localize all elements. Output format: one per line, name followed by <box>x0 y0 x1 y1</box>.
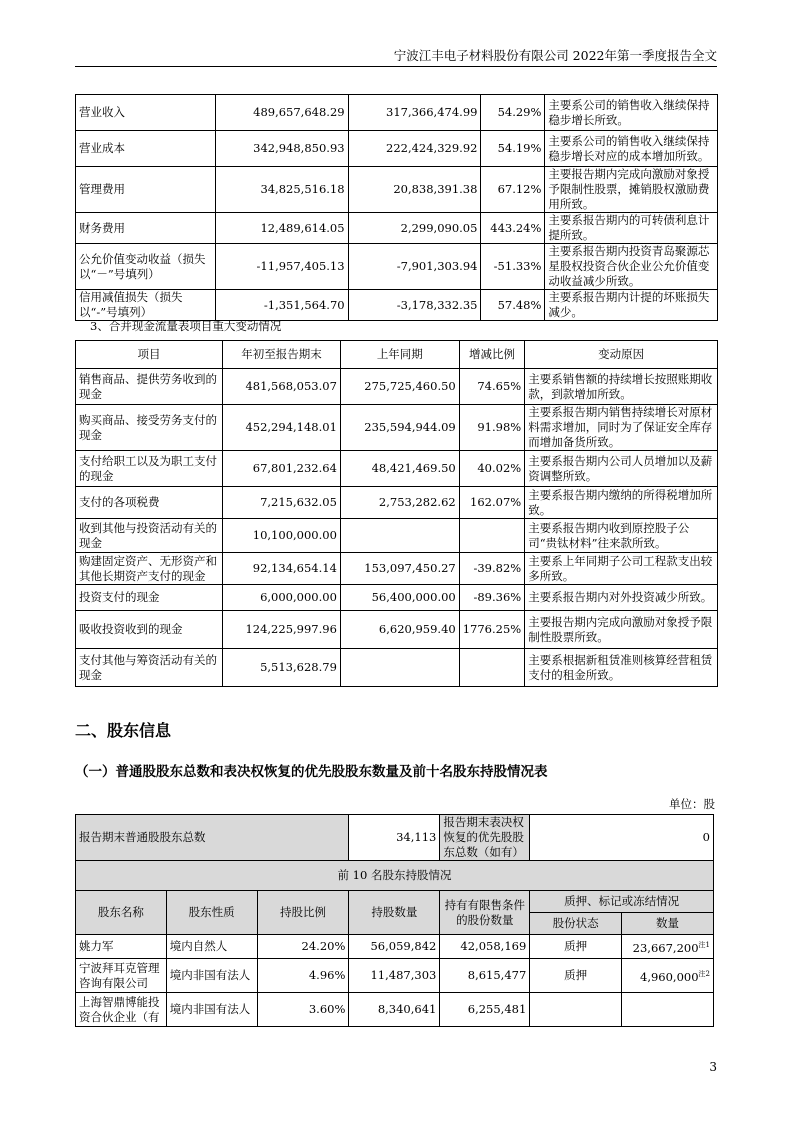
row-reason: 主要系上年同期子公司工程款支出较多所致。 <box>525 553 718 585</box>
table-row <box>76 611 718 649</box>
row-current: 7,215,632.05 <box>223 487 341 519</box>
table-row <box>76 519 718 553</box>
row-change: -39.82% <box>459 553 524 585</box>
row-current: 481,568,053.07 <box>223 369 341 405</box>
col-header-prior: 上年同期 <box>340 341 459 369</box>
holder-pledged-value: 23,667,200 <box>632 940 699 955</box>
row-change <box>459 649 524 687</box>
row-item: 销售商品、提供劳务收到的现金 <box>76 369 223 405</box>
shareholder-table <box>75 814 714 1027</box>
row-current: 489,657,648.29 <box>215 95 348 131</box>
row-item: 公允价值变动收益（损失以“－”号填列） <box>76 244 216 290</box>
row-reason: 主要报告期内完成向激励对象授予限制性股票所致。 <box>525 611 718 649</box>
col-header-reason: 变动原因 <box>525 341 718 369</box>
row-current: -11,957,405.13 <box>215 244 348 290</box>
row-current: 12,489,614.05 <box>215 213 348 244</box>
row-current: 34,825,516.18 <box>215 167 348 213</box>
row-reason: 主要系报告期内缴纳的所得税增加所致。 <box>525 487 718 519</box>
table-row <box>76 244 718 290</box>
holder-pledged <box>622 959 714 993</box>
row-item: 支付其他与筹资活动有关的现金 <box>76 649 223 687</box>
holder-pledge-status <box>530 993 622 1027</box>
row-current: 452,294,148.01 <box>223 405 341 451</box>
row-item: 吸收投资收到的现金 <box>76 611 223 649</box>
holder-count: 56,059,842 <box>349 935 440 959</box>
table-row <box>76 959 714 993</box>
row-prior <box>340 519 459 553</box>
row-item: 支付给职工以及为职工支付的现金 <box>76 451 223 487</box>
col-header-pledge-group: 质押、标记或冻结情况 <box>530 891 714 913</box>
unit-label: 单位：股 <box>669 797 715 811</box>
holder-name: 姚力军 <box>76 935 167 959</box>
section-title: 二、股东信息 <box>75 721 172 740</box>
table-row <box>76 451 718 487</box>
cashflow-change-table <box>75 340 718 687</box>
holder-pledged-value: 4,960,000 <box>640 969 699 984</box>
profit-change-table <box>75 94 718 321</box>
row-prior: 222,424,329.92 <box>348 131 481 167</box>
row-item: 收到其他与投资活动有关的现金 <box>76 519 223 553</box>
row-change: 40.02% <box>459 451 524 487</box>
holder-restricted: 8,615,477 <box>440 959 530 993</box>
total-holders-value: 34,113 <box>349 815 440 861</box>
row-prior: 6,620,959.40 <box>340 611 459 649</box>
holder-count: 11,487,303 <box>349 959 440 993</box>
row-change: 443.24% <box>481 213 545 244</box>
holder-note: 注1 <box>698 940 710 949</box>
row-prior: 56,400,000.00 <box>340 585 459 611</box>
total-holders-label: 报告期末普通股股东总数 <box>76 815 349 861</box>
holder-nature: 境内非国有法人 <box>166 959 257 993</box>
table-row <box>76 290 718 321</box>
row-item: 财务费用 <box>76 213 216 244</box>
row-reason: 主要系报告期内收到原控股子公司“贵钛材料”往来款所致。 <box>525 519 718 553</box>
col-header-change: 增减比例 <box>459 341 524 369</box>
header-rule <box>75 66 717 67</box>
row-item: 购买商品、接受劳务支付的现金 <box>76 405 223 451</box>
row-change: 1776.25% <box>459 611 524 649</box>
row-prior: 2,753,282.62 <box>340 487 459 519</box>
holder-pledged <box>622 993 714 1027</box>
row-item: 信用减值损失（损失以“-”号填列） <box>76 290 216 321</box>
holder-ratio: 3.60% <box>257 993 349 1027</box>
col-header-nature: 股东性质 <box>166 891 257 935</box>
table-row <box>76 553 718 585</box>
col-header-pledge-count: 数量 <box>622 913 714 935</box>
table-row <box>76 585 718 611</box>
col-header-restricted: 持有有限售条件的股份数量 <box>440 891 530 935</box>
row-reason: 主要系销售额的持续增长按照账期收款，到款增加所致。 <box>525 369 718 405</box>
table-row <box>76 95 718 131</box>
row-change: 162.07% <box>459 487 524 519</box>
row-change <box>459 519 524 553</box>
table-row <box>76 167 718 213</box>
row-current: 92,134,654.14 <box>223 553 341 585</box>
row-prior: 48,421,469.50 <box>340 451 459 487</box>
holder-name: 宁波拜耳克管理咨询有限公司 <box>76 959 167 993</box>
table-row <box>76 369 718 405</box>
row-item: 支付的各项税费 <box>76 487 223 519</box>
row-reason: 主要系公司的销售收入继续保持稳步增长对应的成本增加所致。 <box>545 131 718 167</box>
row-current: 342,948,850.93 <box>215 131 348 167</box>
row-current: 124,225,997.96 <box>223 611 341 649</box>
row-current: 67,801,232.64 <box>223 451 341 487</box>
cashflow-caption: 3、合并现金流量表项目重大变动情况 <box>90 319 282 333</box>
table-row <box>76 649 718 687</box>
row-change: 67.12% <box>481 167 545 213</box>
row-current: -1,351,564.70 <box>215 290 348 321</box>
row-prior: 275,725,460.50 <box>340 369 459 405</box>
row-item: 购建固定资产、无形资产和其他长期资产支付的现金 <box>76 553 223 585</box>
row-prior: 317,366,474.99 <box>348 95 481 131</box>
table-row <box>76 935 714 959</box>
table-row <box>76 993 714 1027</box>
section-subtitle: （一）普通股股东总数和表决权恢复的优先股股东数量及前十名股东持股情况表 <box>75 764 548 780</box>
row-reason: 主要系报告期内投资青岛聚源芯星股权投资合伙企业公允价值变动收益减少所致。 <box>545 244 718 290</box>
holder-pledge-status: 质押 <box>530 935 622 959</box>
row-current: 10,100,000.00 <box>223 519 341 553</box>
holder-pledged <box>622 935 714 959</box>
row-change: 54.19% <box>481 131 545 167</box>
pref-holders-label: 报告期末表决权恢复的优先股股东总数（如有） <box>440 815 530 861</box>
col-header-name: 股东名称 <box>76 891 167 935</box>
col-header-current: 年初至报告期末 <box>223 341 341 369</box>
top10-title: 前 10 名股东持股情况 <box>76 861 714 891</box>
row-item: 营业收入 <box>76 95 216 131</box>
table-row <box>76 405 718 451</box>
row-item: 营业成本 <box>76 131 216 167</box>
col-header-ratio: 持股比例 <box>257 891 349 935</box>
row-prior: 20,838,391.38 <box>348 167 481 213</box>
holder-count: 8,340,641 <box>349 993 440 1027</box>
table-row <box>76 487 718 519</box>
holder-nature: 境内非国有法人 <box>166 993 257 1027</box>
holder-name: 上海智鼎博能投资合伙企业（有 <box>76 993 167 1027</box>
row-reason: 主要系根据新租赁准则核算经营租赁支付的租金所致。 <box>525 649 718 687</box>
row-item: 投资支付的现金 <box>76 585 223 611</box>
table-row <box>76 213 718 244</box>
row-reason: 主要系报告期内计提的坏账损失减少。 <box>545 290 718 321</box>
row-prior: 153,097,450.27 <box>340 553 459 585</box>
row-reason: 主要报告期内完成向激励对象授予限制性股票，摊销股权激励费用所致。 <box>545 167 718 213</box>
page-header: 宁波江丰电子材料股份有限公司 2022年第一季度报告全文 <box>393 48 717 63</box>
holder-note: 注2 <box>698 969 710 978</box>
row-change: 74.65% <box>459 369 524 405</box>
row-change: 91.98% <box>459 405 524 451</box>
row-reason: 主要系公司的销售收入继续保持稳步增长所致。 <box>545 95 718 131</box>
holder-pledge-status: 质押 <box>530 959 622 993</box>
row-change: -51.33% <box>481 244 545 290</box>
row-prior: -7,901,303.94 <box>348 244 481 290</box>
row-prior: 2,299,090.05 <box>348 213 481 244</box>
table-row <box>76 131 718 167</box>
row-prior: 235,594,944.09 <box>340 405 459 451</box>
col-header-count: 持股数量 <box>349 891 440 935</box>
holder-restricted: 6,255,481 <box>440 993 530 1027</box>
holder-ratio: 4.96% <box>257 959 349 993</box>
col-header-pledge-status: 股份状态 <box>530 913 622 935</box>
row-change: 54.29% <box>481 95 545 131</box>
holder-nature: 境内自然人 <box>166 935 257 959</box>
row-reason: 主要系报告期内销售持续增长对原材料需求增加，同时为了保证安全库存而增加备货所致。 <box>525 405 718 451</box>
row-change: 57.48% <box>481 290 545 321</box>
row-prior: -3,178,332.35 <box>348 290 481 321</box>
col-header-item: 项目 <box>76 341 223 369</box>
row-current: 5,513,628.79 <box>223 649 341 687</box>
row-change: -89.36% <box>459 585 524 611</box>
page-number: 3 <box>709 1060 717 1074</box>
row-reason: 主要系报告期内的可转债利息计提所致。 <box>545 213 718 244</box>
pref-holders-value: 0 <box>530 815 714 861</box>
holder-restricted: 42,058,169 <box>440 935 530 959</box>
holder-ratio: 24.20% <box>257 935 349 959</box>
row-reason: 主要系报告期内公司人员增加以及薪资调整所致。 <box>525 451 718 487</box>
row-prior <box>340 649 459 687</box>
row-item: 管理费用 <box>76 167 216 213</box>
row-reason: 主要系报告期内对外投资减少所致。 <box>525 585 718 611</box>
row-current: 6,000,000.00 <box>223 585 341 611</box>
